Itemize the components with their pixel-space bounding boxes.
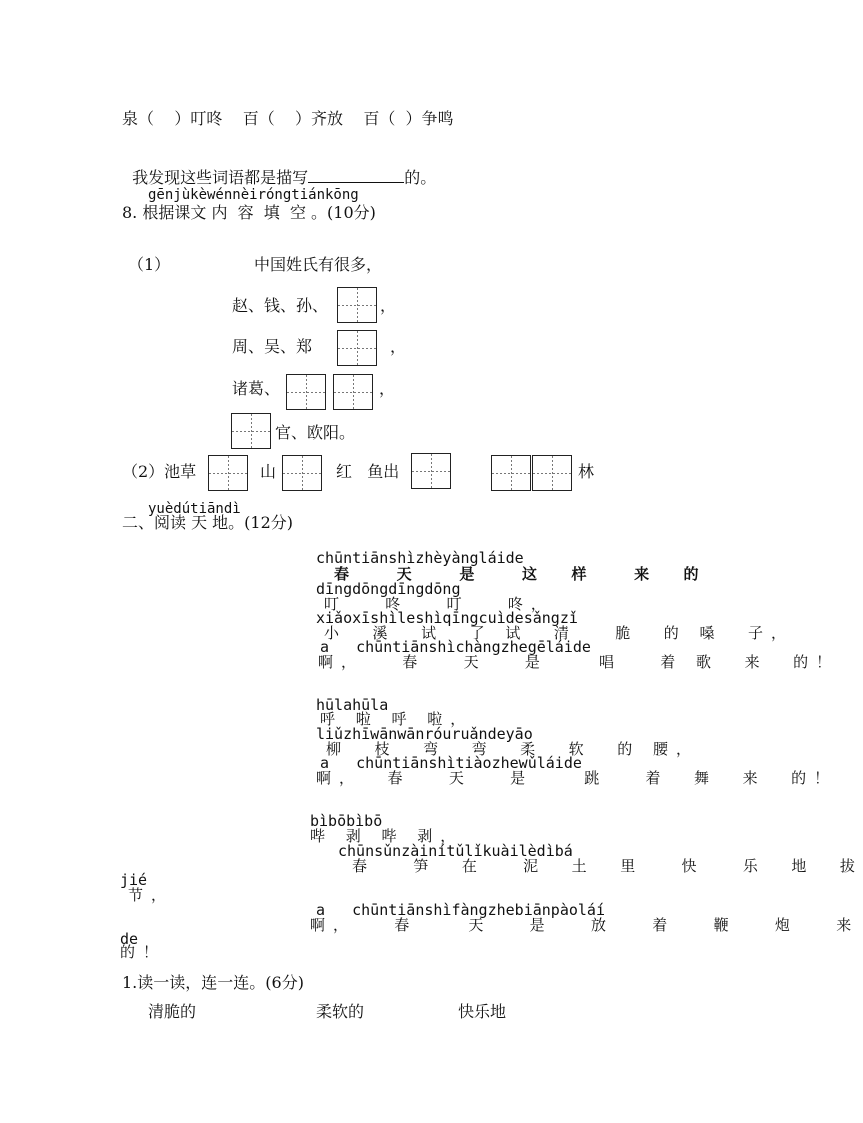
q8-pinyin: gēnjùkèwénnèiróngtiánkōng bbox=[148, 187, 359, 203]
poem-line: 呼 啦 呼 啦， bbox=[320, 710, 474, 728]
surname-row-3: 诸葛、 bbox=[232, 379, 281, 398]
q8-part2-end: 林 bbox=[578, 462, 595, 481]
poem-pinyin: dīngdōngdīngdōng bbox=[316, 580, 461, 598]
poem-line: 春 笋 在 泥 土 里 快 乐 地 拔 bbox=[352, 857, 863, 875]
poem-pinyin: de bbox=[120, 930, 139, 948]
observation-suffix: 的。 bbox=[404, 168, 437, 187]
row-3-end: ， bbox=[379, 379, 396, 398]
word-box[interactable] bbox=[532, 455, 572, 491]
poem-line: 柳 枝 弯 弯 柔 软 的 腰， bbox=[326, 740, 699, 758]
observation-line bbox=[122, 150, 436, 187]
match-word[interactable]: 快乐地 bbox=[458, 1002, 507, 1021]
word-box[interactable] bbox=[282, 455, 322, 491]
poem-line: 小 溪 试 了 试 清 脆 的 嗓 子， bbox=[324, 624, 795, 642]
word-box[interactable] bbox=[411, 453, 451, 489]
surname-box[interactable] bbox=[333, 374, 373, 410]
sec2-pinyin: yuèdútiāndì bbox=[148, 501, 241, 517]
q8-part2-mid2: 红 鱼出 bbox=[336, 462, 400, 481]
poem-line: 啊， 春 天 是 唱 着 歌 来 的！ bbox=[318, 653, 840, 671]
poem-line: 节， bbox=[128, 886, 175, 904]
poem-title-pinyin: chūntiānshìzhèyàngláide bbox=[316, 549, 524, 567]
surname-row-4: 官、欧阳。 bbox=[275, 423, 356, 442]
poem-pinyin: liǔzhīwānwānróuruǎndeyāo bbox=[316, 725, 533, 743]
surname-box[interactable] bbox=[337, 330, 377, 366]
poem-pinyin: xiǎoxīshìleshìqīngcuìdesǎngzǐ bbox=[316, 609, 578, 627]
poem-pinyin: a chūntiānshìchàngzhegēláide bbox=[320, 638, 591, 656]
q8-part2-mid1: 山 bbox=[260, 462, 277, 481]
observation-prefix: 我发现这些词语都是描写 bbox=[132, 168, 309, 187]
q1-title: 1.读一读，连一连。(6分) bbox=[122, 973, 304, 992]
row-2-end: ， bbox=[390, 337, 407, 356]
poem-pinyin: bìbōbìbō bbox=[310, 812, 383, 830]
surname-box[interactable] bbox=[337, 287, 377, 323]
poem-pinyin: a chūntiānshìfàngzhebiānpàoláí bbox=[316, 901, 605, 919]
match-word[interactable]: 清脆的 bbox=[148, 1002, 197, 1021]
poem-pinyin: jié bbox=[120, 871, 148, 889]
idiom-fill-line: 泉（ ）叮咚 百（ ）齐放 百（ ）争鸣 bbox=[122, 109, 454, 128]
surname-row-1: 赵、钱、孙、 bbox=[232, 296, 329, 315]
poem-line: 啊， 春 天 是 跳 着 舞 来 的！ bbox=[316, 769, 838, 787]
poem-line: 叮 咚 叮 咚， bbox=[324, 595, 554, 613]
q8-part1-label: （1） bbox=[128, 255, 171, 274]
word-box[interactable] bbox=[491, 455, 531, 491]
poem-title: 春 天 是 这 样 来 的 bbox=[334, 565, 707, 583]
surname-box[interactable] bbox=[231, 413, 271, 449]
q8-title: 8. 根据课文 内 容 填 空 。(10分) bbox=[122, 203, 376, 222]
answer-blank[interactable] bbox=[308, 168, 404, 183]
match-word[interactable]: 柔软的 bbox=[316, 1002, 365, 1021]
surname-row-2: 周、吴、郑 bbox=[232, 337, 313, 356]
poem-pinyin: a chūntiānshìtiàozhewǔláide bbox=[320, 754, 582, 772]
poem-line: 哔 剥 哔 剥， bbox=[310, 827, 464, 845]
row-1-end: ， bbox=[380, 296, 397, 315]
surname-box[interactable] bbox=[286, 374, 326, 410]
q8-part2-label: （2）池草 bbox=[122, 462, 197, 481]
poem-line: 啊， 春 天 是 放 着 鞭 炮 来 bbox=[310, 916, 860, 934]
poem-pinyin: hūlahūla bbox=[316, 696, 389, 714]
sec2-title: 二、阅读 天 地。(12分) bbox=[122, 513, 294, 532]
poem-line: 的！ bbox=[120, 943, 167, 961]
poem-pinyin: chūnsǔnzàinítǔlǐkuàilèdìbá bbox=[338, 842, 573, 860]
word-box[interactable] bbox=[208, 455, 248, 491]
q8-part1-intro: 中国姓氏有很多， bbox=[254, 255, 383, 274]
